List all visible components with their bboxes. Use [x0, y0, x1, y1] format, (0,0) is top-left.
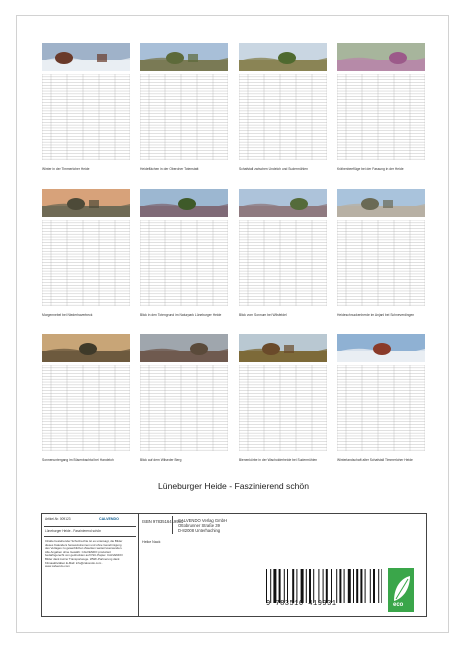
planner-grid	[42, 365, 130, 451]
barcode-digits: 9 783516 419931	[266, 600, 337, 608]
landscape-photo	[42, 334, 130, 362]
landscape-photo	[42, 43, 130, 71]
planner-grid	[42, 74, 130, 160]
landscape-photo	[337, 334, 425, 362]
landscape-photo	[140, 334, 228, 362]
landscape-photo	[239, 189, 327, 217]
article-label: Artikel-Nr. 009123	[45, 517, 71, 521]
eco-label: eco	[388, 568, 414, 612]
photo-caption: Morgennebel bei Niederhaverbeck	[42, 313, 93, 317]
brand-logo: CALVENDO	[99, 517, 119, 521]
landscape-photo	[42, 189, 130, 217]
product-title: Lüneburger Heide - Faszinierend schön	[45, 529, 101, 533]
planner-grid	[140, 365, 228, 451]
photo-caption: Sonnenuntergang im Büsenbachtal bei Handeloh	[42, 458, 114, 462]
planner-grid	[239, 220, 327, 306]
photo-caption: Heideflächen in der Oberoher Totenstatt	[140, 167, 199, 171]
photo-caption: Bienenkörbe in der Wacholderheide bei Sudermühlen	[239, 458, 318, 462]
photo-caption: Blick in den Totengrund im Naturpark Lüneburger Heide	[140, 313, 222, 317]
planner-grid	[337, 74, 425, 160]
info-column-article	[42, 514, 139, 616]
photo-caption: Heideschnuckenherde im Anjanl bei Schneverdingen	[337, 313, 415, 317]
photo-caption: Winter in der Timmerloher Heide	[42, 167, 90, 171]
photo-caption: Krähenbeeflüge bei der Fassung in der Heide	[337, 167, 404, 171]
legal-text: Inhalte bestehender Schutzrechte ist es untersagt, die Bilder dieses Kalenders herauszutrennen und ohne Genehmigung des Verlages zu gewerblichen Zwecken weiterzuverwenden. Alle Angaben ohne Gewähr. CALVENDO produziert bedarfsgerecht von gedruckten auf FSC-Papier. CALVENDO Bilder dank kurzer Transportwege. WWF-Partnerung dank Klimaaktivitäten E-Mail: info@calvendo.com · www.calvendo.com	[45, 539, 123, 569]
planner-grid	[42, 220, 130, 306]
planner-grid	[337, 365, 425, 451]
photo-caption: Blick auf dem Wilseder Berg	[140, 458, 182, 462]
landscape-photo	[239, 334, 327, 362]
photo-caption: Winterlandschaft alter Schafstall Timmerloher Heide	[337, 458, 413, 462]
author: Heike Nack	[142, 540, 161, 544]
photo-caption: Blick vom Sonnum bei Wilsfeldel	[239, 313, 287, 317]
calendar-title: Lüneburger Heide - Faszinierend schön	[158, 481, 309, 491]
photo-caption: Schafstall zwischen Undeloh und Sudermühlen	[239, 167, 308, 171]
landscape-photo	[337, 43, 425, 71]
landscape-photo	[140, 189, 228, 217]
planner-grid	[239, 74, 327, 160]
isbn: ISBN 9783516419931	[142, 519, 184, 524]
planner-grid	[140, 220, 228, 306]
planner-grid	[140, 74, 228, 160]
planner-grid	[239, 365, 327, 451]
landscape-photo	[140, 43, 228, 71]
landscape-photo	[239, 43, 327, 71]
planner-grid	[337, 220, 425, 306]
landscape-photo	[337, 189, 425, 217]
publisher-address: CALVENDO Verlag GmbH Ottobrunner Straße 39 D-82008 Unterhaching	[178, 518, 228, 533]
barcode	[260, 569, 382, 617]
